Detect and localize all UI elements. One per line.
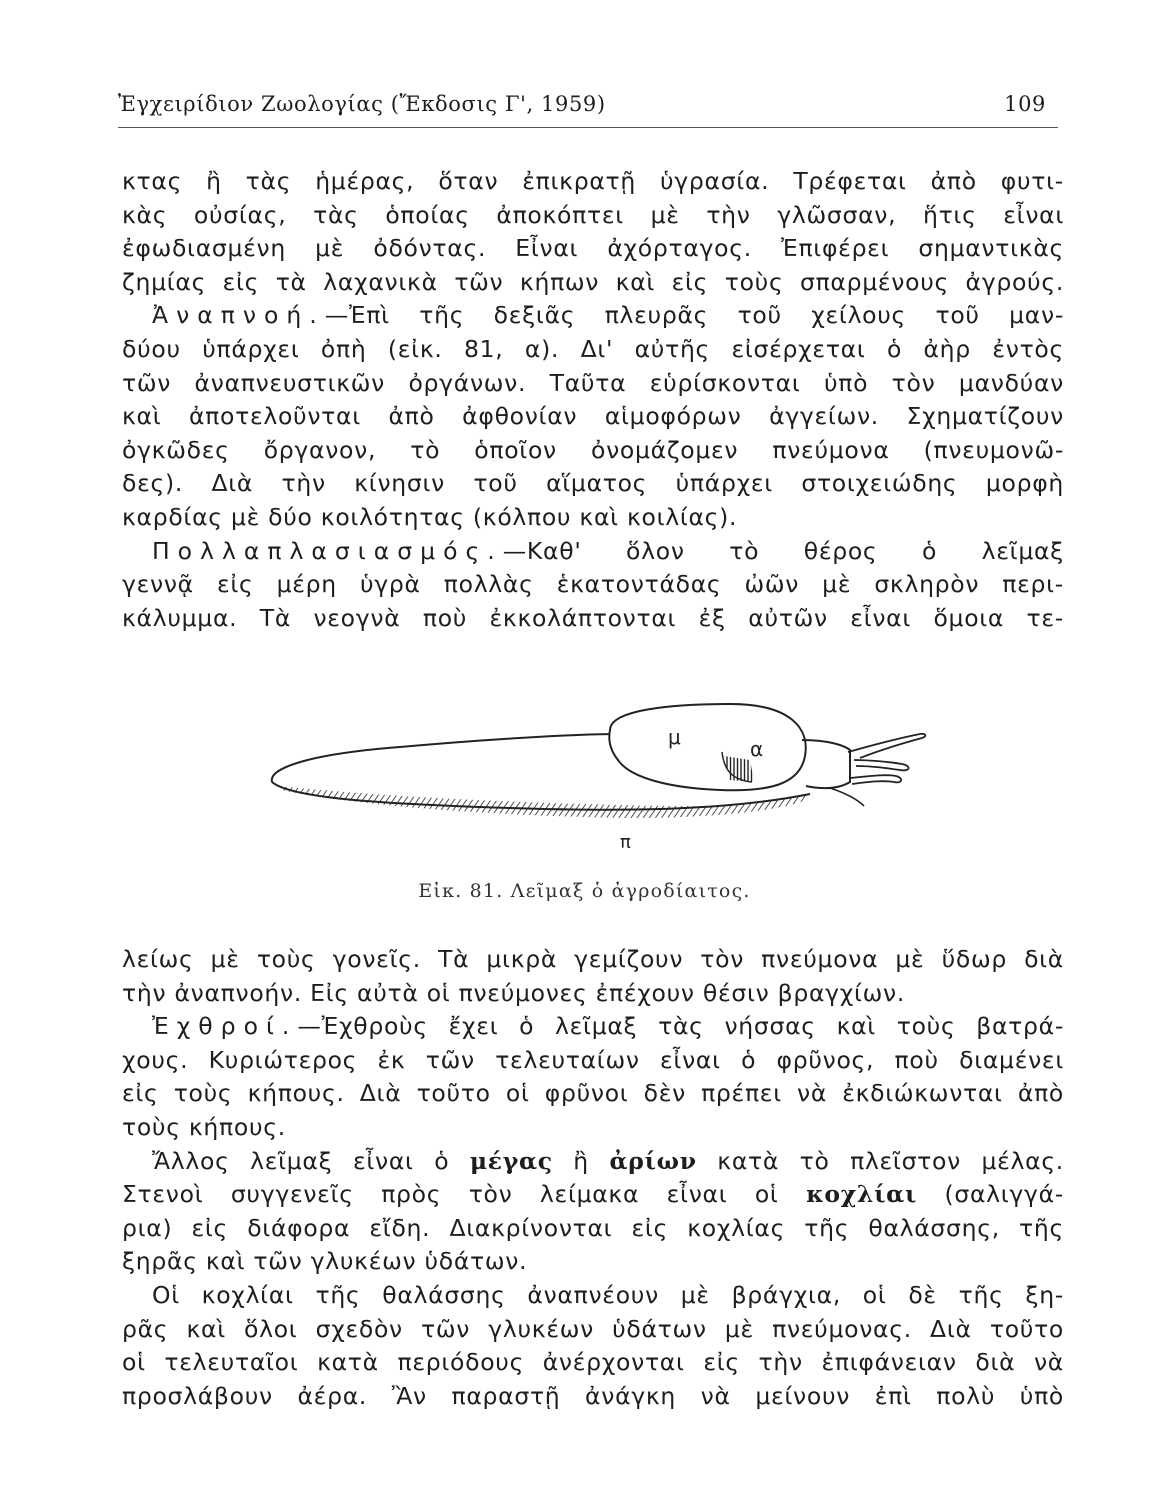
text-line: κάλυμμα. Τὰ νεογνὰ ποὺ ἐκκολάπτονται ἐξ αὐτῶν εἶναι ὅμοια τε- (122, 603, 1064, 632)
text-line: τοὺς κήπους. (122, 1112, 286, 1141)
text-line: Οἱ κοχλίαι τῆς θαλάσσης ἀναπνέουν μὲ βράγχια, οἱ δὲ τῆς ξη- (152, 1280, 1064, 1309)
section-heading-echthroi: Ἐχθροί. (152, 1012, 298, 1041)
term-koxliai: κοχλίαι (806, 1180, 918, 1209)
book-title: Ἐγχειρίδιον Ζωολογίας (Ἔκδοσις Γ', 1959) (118, 92, 606, 116)
label-pi: π (620, 832, 631, 853)
text-line: κὰς οὐσίας, τὰς ὁποίας ἀποκόπτει μὲ τὴν γλῶσσαν, ἥτις εἶναι (122, 200, 1064, 229)
text-line: οἱ τελευταῖοι κατὰ περιόδους ἀνέρχονται εἰς τὴν ἐπιφάνειαν διὰ νὰ (122, 1348, 1064, 1377)
text-line: καὶ ἀποτελοῦνται ἀπὸ ἀφθονίαν αἱμοφόρων ἀγγείων. Σχηματίζουν (122, 402, 1064, 431)
paragraph-echthroi-first-line (122, 1010, 1064, 1044)
page-number: 109 (1004, 92, 1046, 116)
text-line: κτας ἢ τὰς ἡμέρας, ὅταν ἐπικρατῇ ὑγρασία. Τρέφεται ἀπὸ φυτι- (122, 167, 1064, 195)
text-run: κατὰ τὸ πλεῖστον μέλας. (696, 1146, 1064, 1175)
text-run: Στενοὶ συγγενεῖς πρὸς τὸν λείμακα εἶναι οἱ (122, 1180, 807, 1209)
tentacle-lower (850, 775, 901, 784)
tentacle-lower (830, 788, 864, 806)
text-line: γεννᾷ εἰς μέρη ὑγρὰ πολλὰς ἑκατοντάδας ὠῶν μὲ σκληρὸν περι- (122, 570, 1064, 599)
text-line: δύου ὑπάρχει ὀπὴ (εἰκ. 81, α). Δι' αὐτῆς εἰσέρχεται ὁ ἀὴρ ἐντὸς (122, 334, 1064, 363)
paragraph-allos-first-line (122, 1145, 1064, 1179)
text-block-bottom (122, 943, 1064, 1413)
running-header (118, 92, 1060, 126)
text-line: χους. Κυριώτερος ἐκ τῶν τελευταίων εἶναι ὁ φρῦνος, ποὺ διαμένει (122, 1045, 1064, 1074)
text-block-top (122, 165, 1064, 635)
section-heading-pollaplasiasmos: Πολλαπλασιασμός. (152, 536, 503, 565)
slug-head (802, 740, 850, 788)
slug-illustration (250, 690, 950, 860)
paragraph-pollaplasiasmos-first-line (122, 535, 1064, 569)
term-megas: μέγας (469, 1146, 553, 1175)
text-line: δες). Διὰ τὴν κίνησιν τοῦ αἵματος ὑπάρχει στοιχειώδης μορφὴ (122, 469, 1064, 498)
section-heading-anapnoi: Ἀναπνοή. (152, 301, 325, 330)
figure-caption: Εἰκ. 81. Λεῖμαξ ὁ ἀγροδίαιτος. (418, 880, 751, 902)
label-alpha: α (750, 737, 764, 761)
text-line: ὀγκῶδες ὄργανον, τὸ ὁποῖον ὀνομάζομεν πνεύμονα (πνευμονῶ- (122, 435, 1064, 464)
text-line: ζημίας εἰς τὰ λαχανικὰ τῶν κήπων καὶ εἰς τοὺς σπαρμένους ἀγρούς. (122, 267, 1064, 296)
text-line: καρδίας μὲ δύο κοιλότητας (κόλπου καὶ κοιλίας). (122, 502, 738, 531)
paragraph-anapnoi-first-line (122, 299, 1064, 333)
label-mu: μ (668, 725, 681, 749)
text-line: τὴν ἀναπνοήν. Εἰς αὐτὰ οἱ πνεύμονες ἐπέχουν θέσιν βραγχίων. (122, 978, 906, 1007)
text-line: προσλάβουν ἀέρα. Ἂν παραστῇ ἀνάγκη νὰ μείνουν ἐπὶ πολὺ ὑπὸ (122, 1381, 1064, 1410)
text-line (122, 1178, 1064, 1212)
text-line: τῶν ἀναπνευστικῶν ὀργάνων. Ταῦτα εὑρίσκονται ὑπὸ τὸν μανδύαν (122, 368, 1064, 397)
text-run: —Ἐχθροὺς ἔχει ὁ λεῖμαξ τὰς νήσσας καὶ τοὺς βατρά- (297, 1012, 1064, 1041)
text-line: ξηρᾶς καὶ τῶν γλυκέων ὑδάτων. (122, 1247, 528, 1276)
slug-mantle (609, 704, 805, 790)
text-line: λείως μὲ τοὺς γονεῖς. Τὰ μικρὰ γεμίζουν τὸν πνεύμονα μὲ ὕδωρ διὰ (122, 945, 1064, 973)
text-line: ρια) εἰς διάφορα εἴδη. Διακρίνονται εἰς κοχλίας τῆς θαλάσσης, τῆς (122, 1213, 1064, 1242)
text-run: ἢ (552, 1146, 610, 1175)
text-line: εἰς τοὺς κήπους. Διὰ τοῦτο οἱ φρῦνοι δὲν πρέπει νὰ ἐκδιώκωνται ἀπὸ (122, 1079, 1064, 1108)
text-line: ρᾶς καὶ ὅλοι σχεδὸν τῶν γλυκέων ὑδάτων μὲ πνεύμονας. Διὰ τοῦτο (122, 1314, 1064, 1343)
header-rule (118, 127, 1058, 128)
text-run: Ἄλλος λεῖμαξ εἶναι ὁ (152, 1146, 470, 1175)
text-run: —Καθ' ὅλον τὸ θέρος ὁ λεῖμαξ (502, 536, 1064, 565)
tentacle-upper (854, 760, 909, 770)
tentacle-upper (848, 734, 925, 758)
term-arion: ἀρίων (609, 1146, 697, 1175)
text-line: ἐφωδιασμένη μὲ ὀδόντας. Εἶναι ἀχόρταγος. Ἐπιφέρει σημαντικὰς (122, 234, 1064, 263)
text-run: —Ἐπὶ τῆς δεξιᾶς πλευρᾶς τοῦ χείλους τοῦ μαν- (324, 301, 1064, 330)
text-run: (σαλιγγά- (917, 1180, 1064, 1209)
